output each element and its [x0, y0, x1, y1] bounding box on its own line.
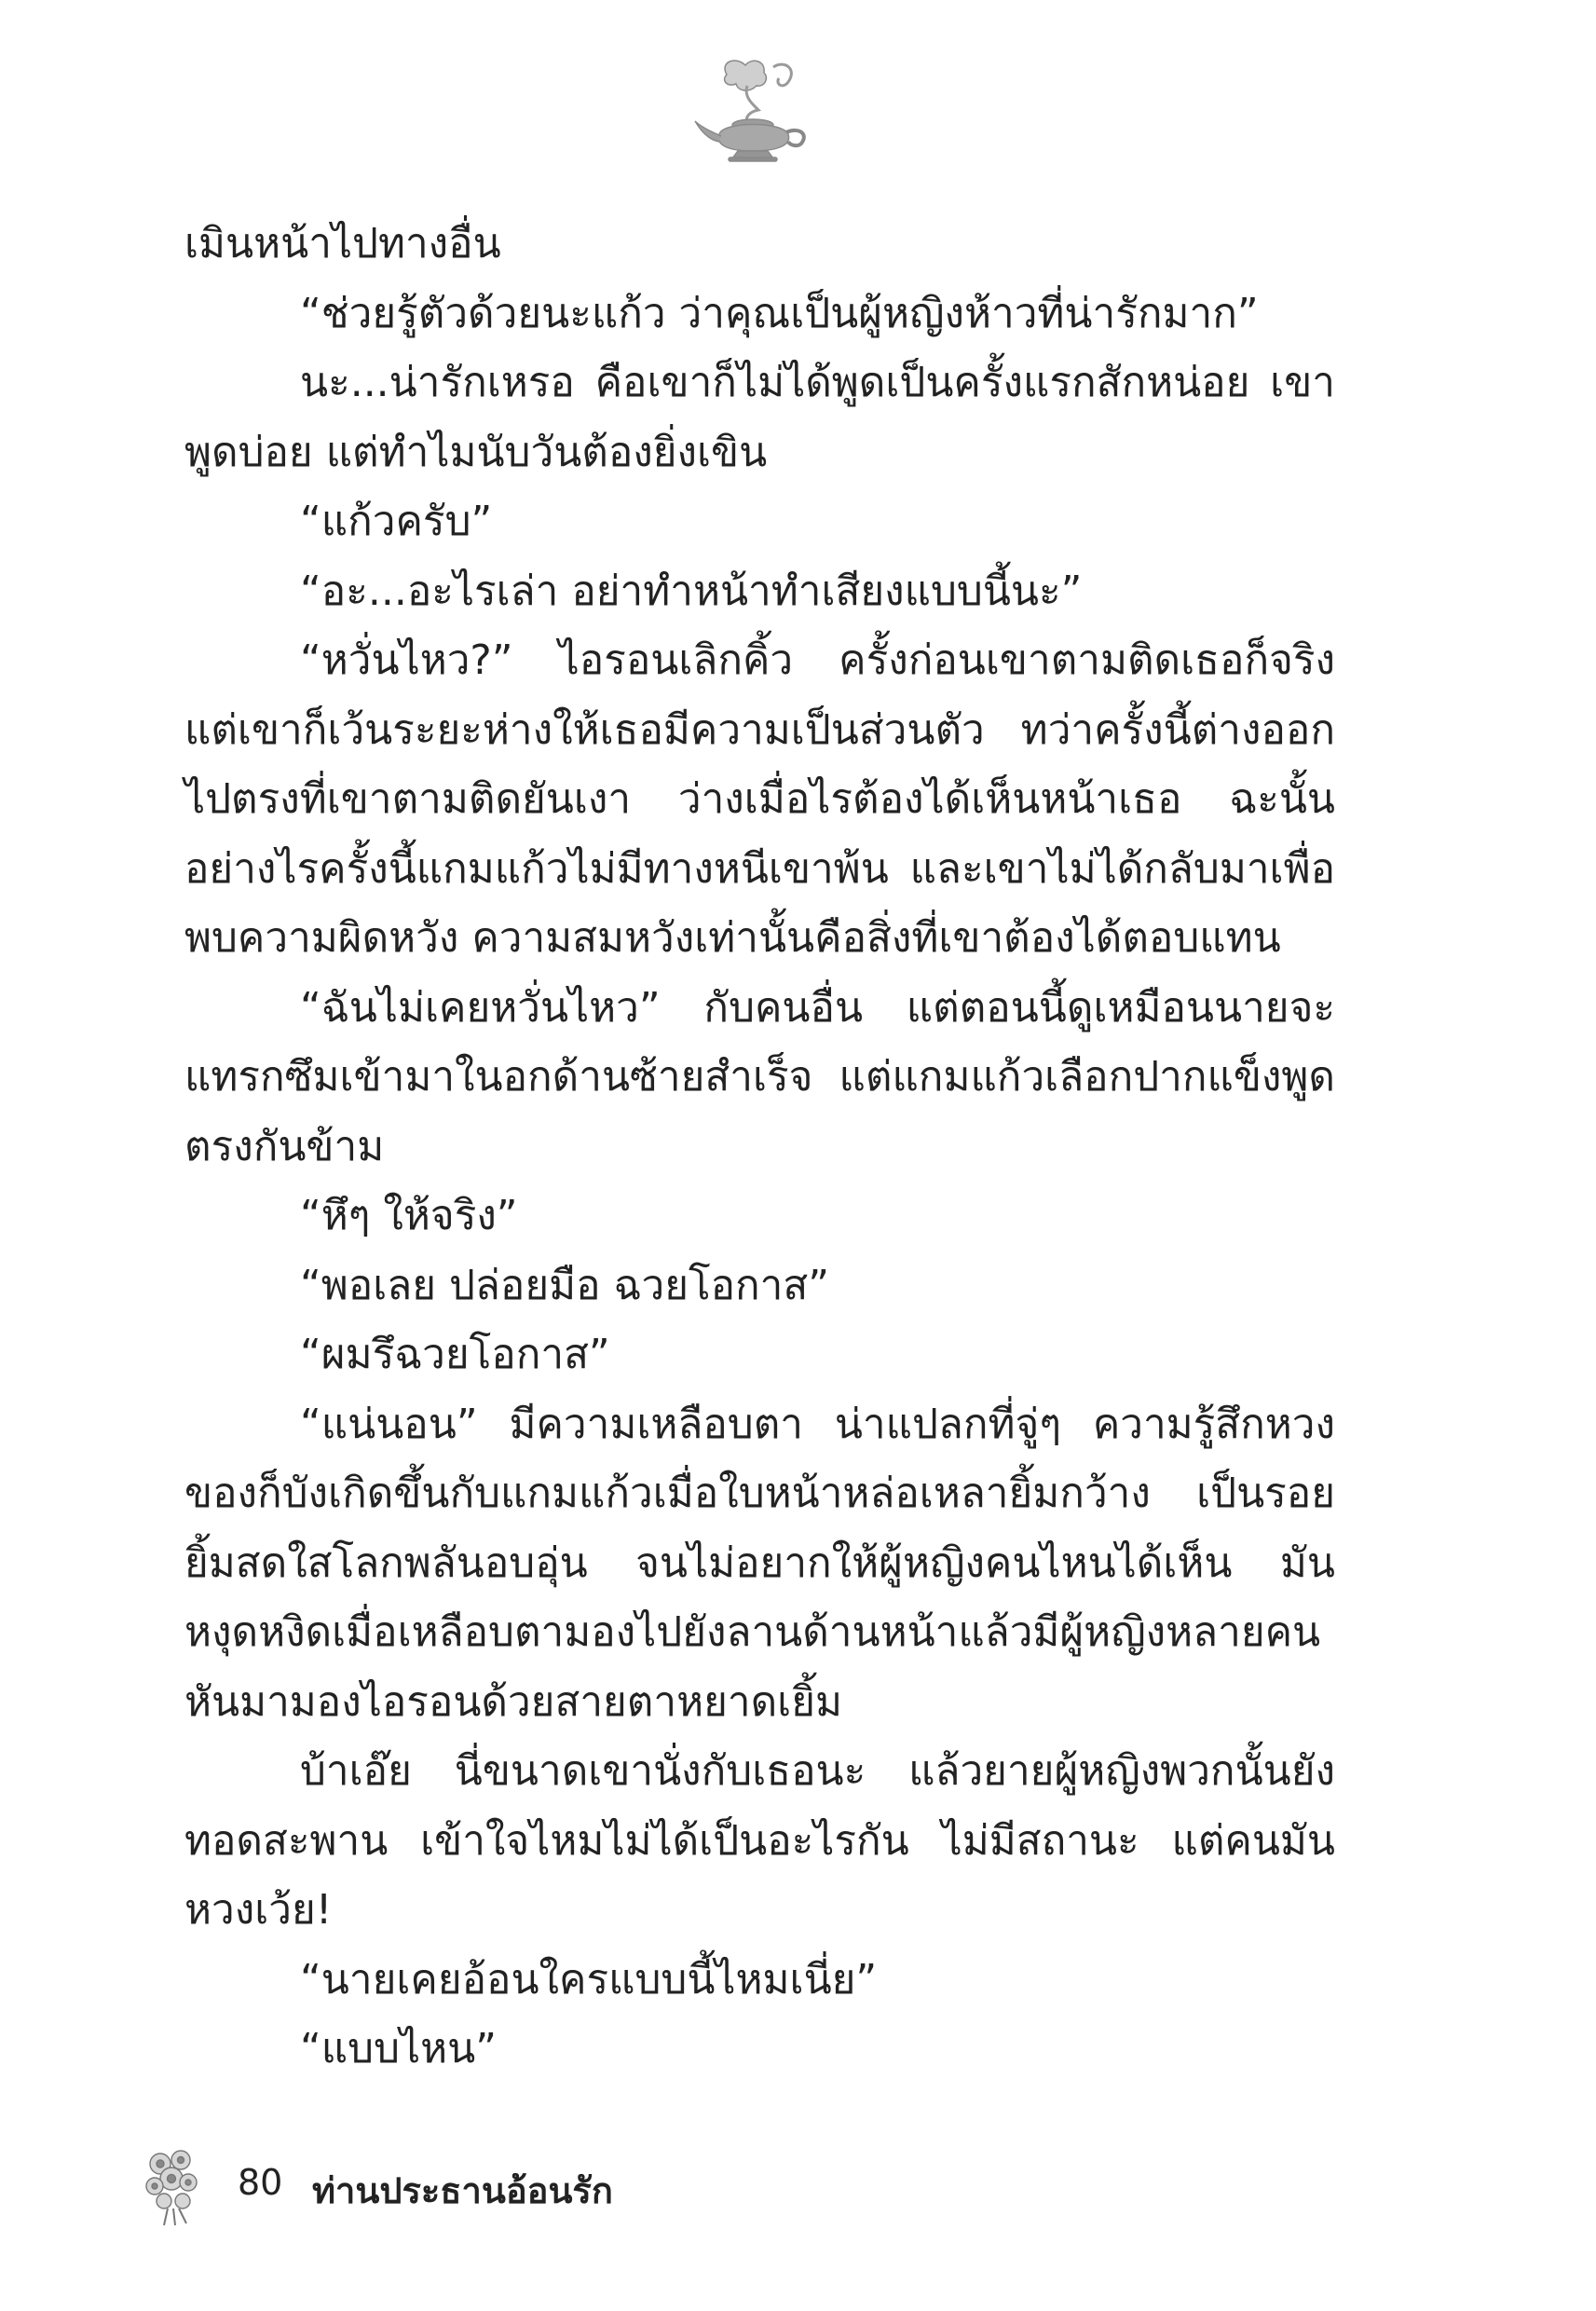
paragraph: “หวั่นไหว?” ไอรอนเลิกคิ้ว ครั้งก่อนเขาตามติดเธอก็จริง แต่เขาก็เว้นระยะห่างให้เธอมีความเป็นส่วนตัว ทว่าครั้งนี้ต่างออกไปตรงที่เขาตามติดยันเงา ว่างเมื่อไรต้องได้เห็นหน้าเธอ ฉะนั้นอย่างไรครั้งนี้แกมแก้วไม่มีทางหนีเขาพ้น และเขาไม่ได้กลับมาเพื่อพบความผิดหวัง ความสมหวังเท่านั้นคือสิ่งที่เขาต้องได้ตอบแทน — [184, 636, 1335, 962]
page-footer — [140, 2143, 792, 2227]
book-title: ท่านประธานอ้อนรัก — [312, 2170, 613, 2211]
genie-lamp-icon — [691, 56, 822, 163]
paragraph: “หึๆ ให้จริง” — [300, 1192, 518, 1239]
page-number: 80 — [238, 2162, 283, 2203]
paragraph: “แบบไหน” — [300, 2025, 498, 2072]
paragraph: “ช่วยรู้ตัวด้วยนะแก้ว ว่าคุณเป็นผู้หญิงห้าวที่น่ารักมาก” — [300, 289, 1259, 337]
paragraph: “พอเลย ปล่อยมือ ฉวยโอกาส” — [300, 1261, 830, 1309]
body-text — [184, 210, 1335, 2085]
paragraph: บ้าเอ๊ย นี่ขนาดเขานั่งกับเธอนะ แล้วยายผู้หญิงพวกนั้นยังทอดสะพาน เข้าใจไหมไม่ได้เป็นอะไรกัน ไม่มีสถานะ แต่คนมันหวงเว้ย! — [184, 1747, 1335, 1934]
paragraph: “ผมรึฉวยโอกาส” — [300, 1331, 610, 1378]
flower-bouquet-icon — [140, 2143, 205, 2227]
paragraph: “แน่นอน” มีความเหลือบตา น่าแปลกที่จู่ๆ ความรู้สึกหวงของก็บังเกิดขึ้นกับแกมแก้วเมื่อใบหน้าหล่อเหลายิ้มกว้าง เป็นรอยยิ้มสดใสโลกพลันอบอุ่น จนไม่อยากให้ผู้หญิงคนไหนได้เห็น มันหงุดหงิดเมื่อเหลือบตามองไปยังลานด้านหน้าแล้วมีผู้หญิงหลายคนหันมามองไอรอนด้วยสายตาหยาดเยิ้ม — [184, 1400, 1335, 1726]
paragraph: “ฉันไม่เคยหวั่นไหว” กับคนอื่น แต่ตอนนี้ดูเหมือนนายจะแทรกซึมเข้ามาในอกด้านซ้ายสำเร็จ แต่แกมแก้วเลือกปากแข็งพูดตรงกันข้าม — [184, 983, 1335, 1170]
paragraph: “แก้วครับ” — [300, 498, 493, 545]
paragraph: “อะ...อะไรเล่า อย่าทำหน้าทำเสียงแบบนี้นะ” — [300, 567, 1083, 615]
paragraph: นะ...น่ารักเหรอ คือเขาก็ไม่ได้พูดเป็นครั้งแรกสักหน่อย เขาพูดบ่อย แต่ทำไมนับวันต้องยิ่งเขิน — [184, 359, 1335, 476]
paragraph: “นายเคยอ้อนใครแบบนี้ไหมเนี่ย” — [300, 1955, 878, 2003]
paragraph: เมินหน้าไปทางอื่น — [184, 220, 501, 267]
